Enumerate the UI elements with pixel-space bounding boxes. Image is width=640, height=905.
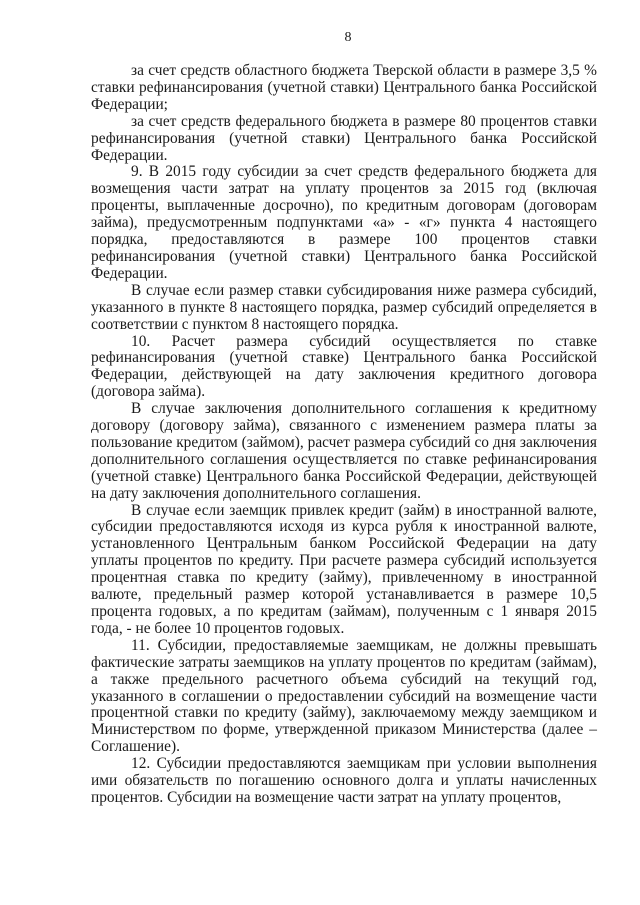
paragraph-federal-budget: за счет средств федерального бюджета в размере 80 процентов ставки рефинансирования (учетной ставки) Центрального банка Российской Федерации. <box>91 112 597 164</box>
paragraph-clause-11: 11. Субсидии, предоставляемые заемщикам, не должны превышать фактические затраты заемщиков на уплату процентов по кредитам (займам), а также предельного расчетного объема субсидий на текущий год, указанного в соглашении о предоставлении субсидий на возмещение части процентной ставки по кредиту (займу), заключаемому между заемщиком и Министерством по форме, утвержденной приказом Министерства (далее – Соглашение). <box>91 636 597 756</box>
page-number: 8 <box>344 30 352 45</box>
paragraph-clause-10-foreign-currency: В случае если заемщик привлек кредит (займ) в иностранной валюте, субсидии предоставляются исходя из курса рубля к иностранной валюте, установленного Центральным банком Российской Федерации на дату уплаты процентов по кредиту. При расчете размера субсидий используется процентная ставка по кредиту (займу), привлеченному в иностранной валюте, предельный размер которой устанавливается в размере 10,5 процента годовых, а по кредитам (займам), полученным с 1 января 2015 года, - не более 10 процентов годовых. <box>91 501 597 637</box>
paragraph-clause-9: 9. В 2015 году субсидии за счет средств федерального бюджета для возмещения части затрат на уплату процентов за 2015 год (включая проценты, выплаченные досрочно), по кредитным договорам (договорам займа), предусмотренным подпунктами «а» - «г» пункта 4 настоящего порядка, предоставляются в размере 100 процентов ставки рефинансирования (учетной ставки) Центрального банка Российской Федерации. <box>91 163 597 282</box>
document-page <box>91 30 597 807</box>
paragraph-clause-9-subsidy-rate: В случае если размер ставки субсидирования ниже размера субсидий, указанного в пункте 8 настоящего порядка, размер субсидий определяется в соответствии с пунктом 8 настоящего порядка. <box>91 281 597 333</box>
paragraph-regional-budget: за счет средств областного бюджета Тверской области в размере 3,5 % ставки рефинансирования (учетной ставки) Центрального банка Российской Федерации; <box>91 62 597 113</box>
paragraph-clause-10: 10. Расчет размера субсидий осуществляется по ставке рефинансирования (учетной ставке) Центрального банка Российской Федерации, действующей на дату заключения кредитного договора (договора займа). <box>91 332 597 401</box>
paragraph-clause-12: 12. Субсидии предоставляются заемщикам при условии выполнения ими обязательств по погашению основного долга и уплаты начисленных процентов. Субсидии на возмещение части затрат на уплату процентов, <box>91 755 597 806</box>
paragraph-clause-10-additional-agreement: В случае заключения дополнительного соглашения к кредитному договору (договору займа), связанного с изменением размера платы за пользование кредитом (займом), расчет размера субсидий со дня заключения дополнительного соглашения осуществляется по ставке рефинансирования (учетной ставке) Центрального банка Российской Федерации, действующей на дату заключения дополнительного соглашения. <box>91 400 597 502</box>
